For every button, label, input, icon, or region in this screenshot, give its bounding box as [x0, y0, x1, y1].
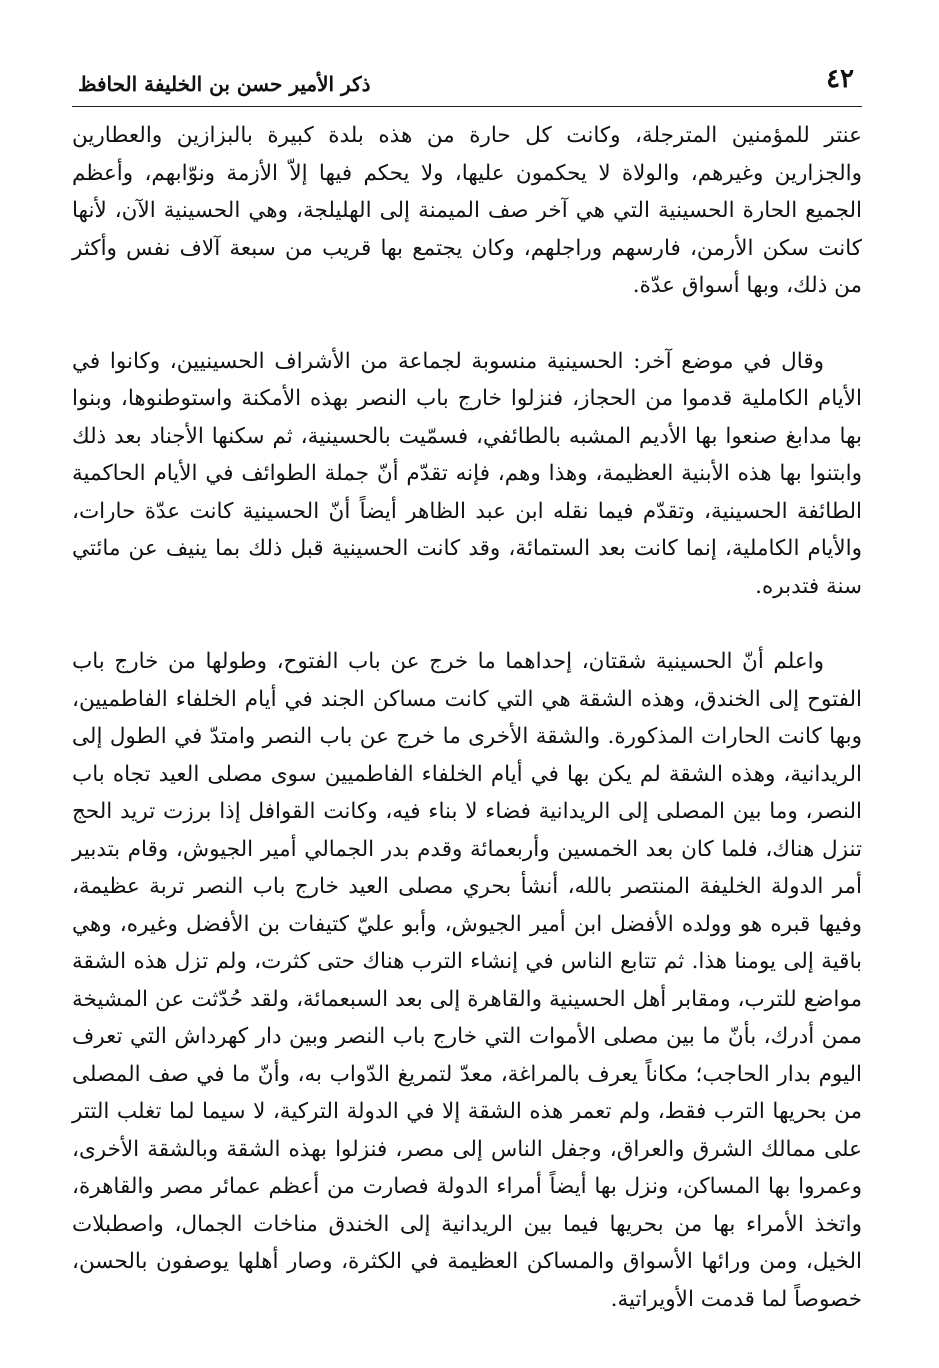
running-title: ذكر الأمير حسن بن الخليفة الحافظ — [78, 72, 371, 96]
page-header — [72, 50, 862, 107]
page-number: ٤٢ — [826, 64, 854, 94]
body-text — [72, 117, 862, 1318]
paragraph: وقال في موضع آخر: الحسينية منسوبة لجماعة من الأشراف الحسينيين، وكانوا في الأيام الكاملية قدموا من الحجاز، فنزلوا خارج باب النصر بهذه الأمكنة واستوطنوها، وبنوا بها مدابغ صنعوا بها الأديم المشبه بالطائفي، فسمّيت بالحسينية، ثم سكنها الأجناد بعد ذلك وابتنوا بها هذه الأبنية العظيمة، وهذا وهم، فإنه تقدّم أنّ جملة الطوائف في الأيام الحاكمية الطائفة الحسينية، وتقدّم فيما نقله ابن عبد الظاهر أيضاً أنّ الحسينية كانت عدّة حارات، والأيام الكاملية، إنما كانت بعد الستمائة، وقد كانت الحسينية قبل ذلك بما ينيف عن مائتي سنة فتدبره. — [72, 348, 862, 599]
paragraph: عنتر للمؤمنين المترجلة، وكانت كل حارة من هذه بلدة كبيرة بالبزازين والعطارين والجزارين وغيرهم، والولاة لا يحكمون عليها، ولا يحكم فيها إلاّ الأزمة ونوّابهم، وأعظم الجميع الحارة الحسينية التي هي آخر صف الميمنة إلى الهليلجة، وهي الحسينية الآن، لأنها كانت سكن الأرمن، فارسهم وراجلهم، وكان يجتمع بها قريب من سبعة آلاف نفس وأكثر من ذلك، وبها أسواق عدّة. — [72, 123, 862, 298]
paragraph: واعلم أنّ الحسينية شقتان، إحداهما ما خرج عن باب الفتوح، وطولها من خارج باب الفتوح إلى الخندق، وهذه الشقة هي التي كانت مساكن الجند في أيام الخلفاء الفاطميين، وبها كانت الحارات المذكورة. والشقة الأخرى ما خرج عن باب النصر وامتدّ في الطول إلى الريدانية، وهذه الشقة لم يكن بها في أيام الخلفاء الفاطميين سوى مصلى العيد تجاه باب النصر، وما بين المصلى إلى الريدانية فضاء لا بناء فيه، وكانت القوافل إذا برزت تريد الحج تنزل هناك، فلما كان بعد الخمسين وأربعمائة وقدم بدر الجمالي أمير الجيوش، وقام بتدبير أمر الدولة الخليفة المنتصر بالله، أنشأ بحري مصلى العيد خارج باب النصر تربة عظيمة، وفيها قبره هو وولده الأفضل ابن أمير الجيوش، وأبو عليّ كتيفات بن الأفضل وغيره، وهي باقية إلى يومنا هذا. ثم تتابع الناس في إنشاء الترب هناك حتى كثرت، ولم تزل هذه الشقة مواضع للترب، ومقابر أهل الحسينية والقاهرة إلى بعد السبعمائة، ولقد حُدّثت عن المشيخة ممن أدرك، بأنّ ما بين مصلى الأموات التي خارج باب النصر وبين دار كهرداش التي تعرف اليوم بدار الحاجب؛ مكاناً يعرف بالمراغة، معدّ لتمريغ الدّواب به، وأنّ ما في صف المصلى من بحريها الترب فقط، ولم تعمر هذه الشقة إلا في الدولة التركية، لا سيما لما تغلب التتر على ممالك الشرق والعراق، وجفل الناس إلى مصر، فنزلوا بهذه الشقة وبالشقة الأخرى، وعمروا بها المساكن، ونزل بها أيضاً أمراء الدولة فصارت من أعظم عمائر مصر والقاهرة، واتخذ الأمراء بها من بحريها فيما بين الريدانية إلى الخندق مناخات الجمال، واصطبلات الخيل، ومن ورائها الأسواق والمساكن العظيمة في الكثرة، وصار أهلها يوصفون بالحسن، خصوصاً لما قدمت الأويراتية. — [72, 649, 862, 1312]
book-page — [72, 50, 862, 1350]
